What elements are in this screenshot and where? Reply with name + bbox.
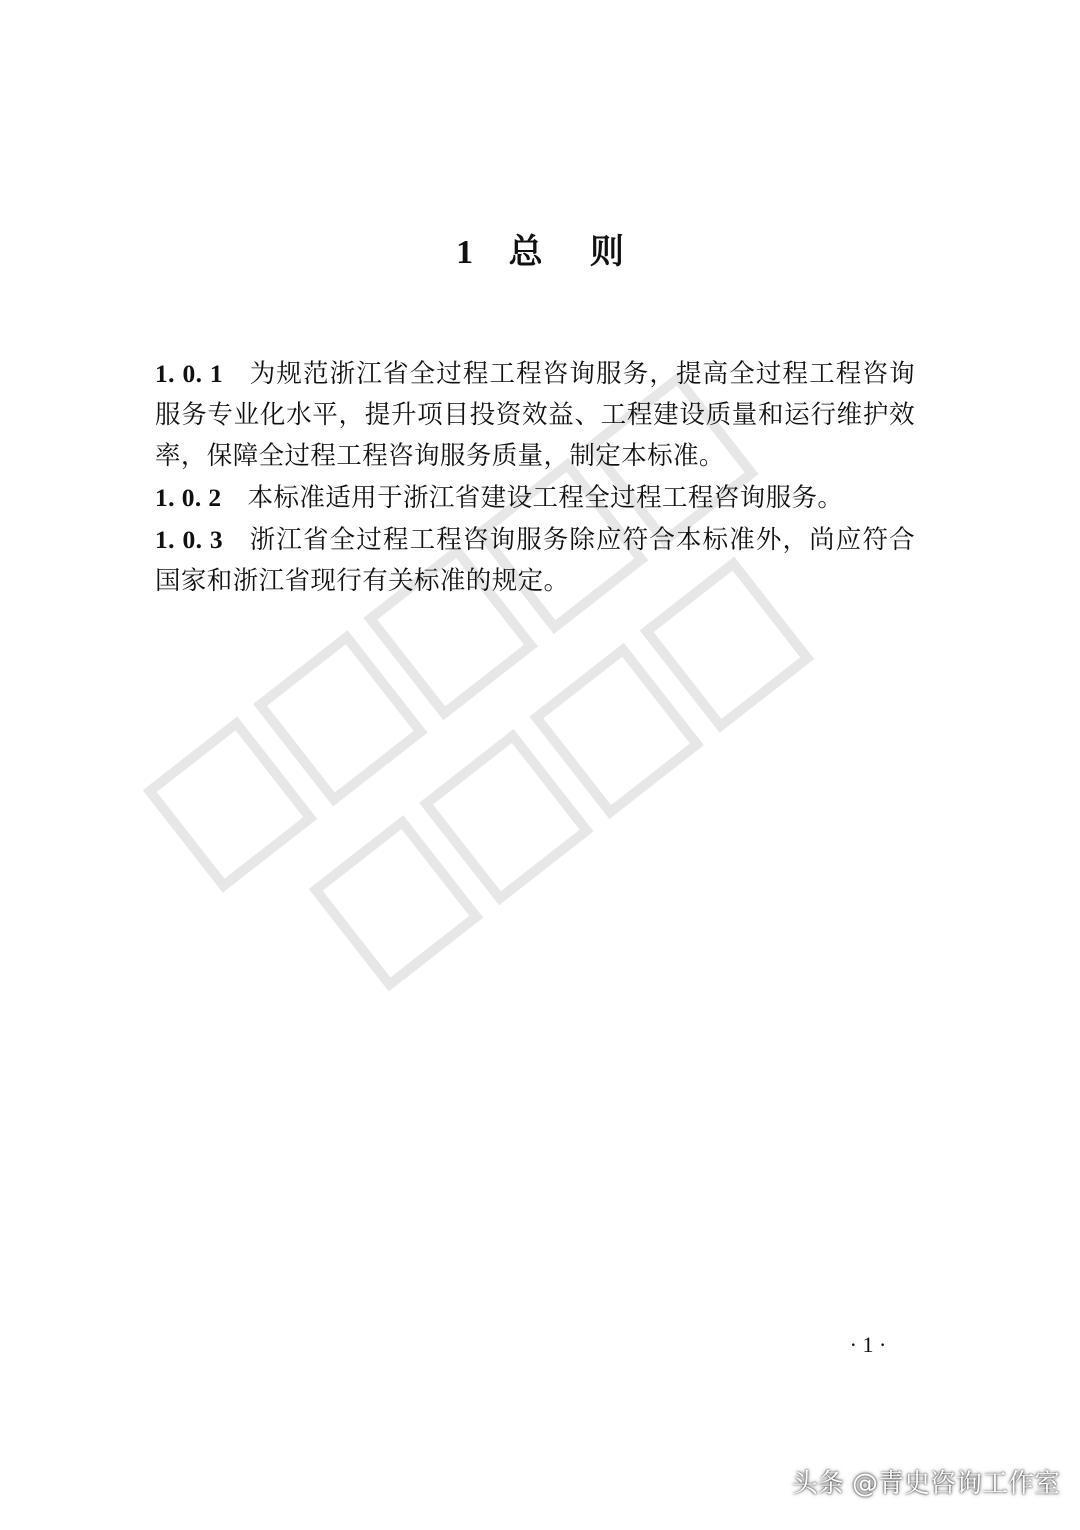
- source-credit: 头条 @青史咨询工作室: [791, 1469, 1060, 1499]
- clause-text: 浙江省全过程工程咨询服务除应符合本标准外，尚应符合国家和浙江省现行有关标准的规定。: [155, 525, 915, 596]
- clause-1-0-3: [155, 519, 915, 602]
- clause-number: 1. 0. 2: [155, 483, 222, 512]
- clause-number: 1. 0. 1: [155, 359, 224, 388]
- clause-1-0-1: [155, 353, 915, 477]
- clause-text: 为规范浙江省全过程工程咨询服务，提高全过程工程咨询服务专业化水平，提升项目投资效益、工程建设质量和运行维护效率，保障全过程工程咨询服务质量，制定本标准。: [155, 359, 915, 471]
- clause-text: 本标准适用于浙江省建设工程全过程工程咨询服务。: [247, 483, 844, 513]
- clauses-body: [155, 353, 915, 602]
- page-number: · 1 ·: [849, 1332, 887, 1357]
- chapter-number: 1: [456, 234, 474, 271]
- clause-1-0-2: [155, 477, 915, 519]
- clause-number: 1. 0. 3: [155, 525, 224, 554]
- chapter-name: 总 则: [508, 232, 624, 272]
- chapter-title: [0, 228, 1080, 277]
